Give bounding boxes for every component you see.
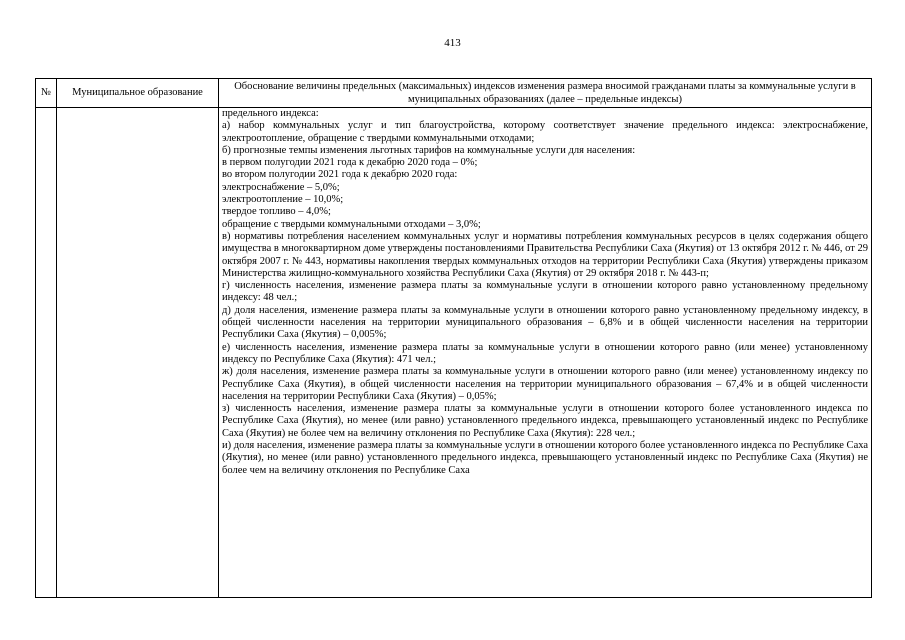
row-justification-cell xyxy=(219,108,872,598)
paragraph: е) численность населения, изменение размера платы за коммунальные услуги в отношении которого равно (или менее) установленному индексу по Республике Саха (Якутия): 471 чел.; xyxy=(222,341,868,365)
row-municipality-cell xyxy=(57,108,219,598)
table-header-row xyxy=(36,79,872,108)
paragraph: электроснабжение – 5,0%; xyxy=(222,181,340,193)
paragraph: в первом полугодии 2021 года к декабрю 2020 года – 0%; xyxy=(222,157,478,169)
header-number: № xyxy=(36,79,57,108)
page-number: 413 xyxy=(444,37,461,49)
paragraph: г) численность населения, изменение размера платы за коммунальные услуги в отношении которого равно установленному предельному индексу: 48 чел.; xyxy=(222,280,868,304)
paragraph: обращение с твердыми коммунальными отходами – 3,0%; xyxy=(222,218,481,230)
paragraph: и) доля населения, изменение размера платы за коммунальные услуги в отношении которого более установленного индекса по Республике Саха (Якутия), но менее (или равно) установленного предельного индекса, превышающего установленный индекс по Республике Саха (Якутия) не более чем на величину отклонения по Республике Саха xyxy=(222,440,868,476)
paragraph: твердое топливо – 4,0%; xyxy=(222,206,331,218)
header-municipality: Муниципальное образование xyxy=(57,79,219,108)
paragraph: ж) доля населения, изменение размера платы за коммунальные услуги в отношении которого равно (или менее) установленному индексу по Республике Саха (Якутия), в общей численности населения на территории муниципального образования – 67,4% и в общей численности населения на территории Республики Саха (Якутия) – 0,05%; xyxy=(222,366,868,402)
paragraph: д) доля населения, изменение размера платы за коммунальные услуги в отношении которого равно установленному предельному индексу, в общей численности населения на территории муниципального образования – 6,8% и в общей численности населения на территории Республики Саха (Якутия) – 0,005%; xyxy=(222,304,868,341)
row-number-cell xyxy=(36,108,57,598)
table-row xyxy=(36,108,872,598)
paragraph: а) набор коммунальных услуг и тип благоустройства, которому соответствует значение предельного индекса: электроснабжение, электроотопление, обращение с твердыми коммунальными отходами; xyxy=(222,120,868,144)
indices-table xyxy=(35,78,872,598)
paragraph: з) численность населения, изменение размера платы за коммунальные услуги в отношении которого более установленного индекса по Республике Саха (Якутия), но менее (или равно) установленного предельного индекса, превышающего установленный индекс по Республике Саха (Якутия) не более чем на величину отклонения по Республике Саха (Якутия): 228 чел.; xyxy=(222,403,868,439)
paragraph: во втором полугодии 2021 года к декабрю 2020 года: xyxy=(222,169,458,181)
paragraph: б) прогнозные темпы изменения льготных тарифов на коммунальные услуги для населения: xyxy=(222,144,636,156)
paragraph: в) нормативы потребления населением коммунальных услуг и нормативы потребления коммунальных ресурсов в целях содержания общего имущества в многоквартирном доме утверждены постановлениями Правительства Республики Саха (Якутия) от 13 октября 2012 г. № 446, от 29 октября 2007 г. № 443, нормативы накопления твердых коммунальных отходов на территории Республики Саха (Якутия) утверждены приказом Министерства жилищно-коммунального хозяйства Республики Саха (Якутия) от 29 октября 2018 г. № 443-п; xyxy=(222,230,868,279)
paragraph: электроотопление – 10,0%; xyxy=(222,194,344,206)
header-justification: Обоснование величины предельных (максимальных) индексов изменения размера вносимой гражданами платы за коммунальные услуги в муниципальных образованиях (далее – предельные индексы) xyxy=(219,79,872,108)
paragraph: предельного индекса: xyxy=(222,108,319,119)
